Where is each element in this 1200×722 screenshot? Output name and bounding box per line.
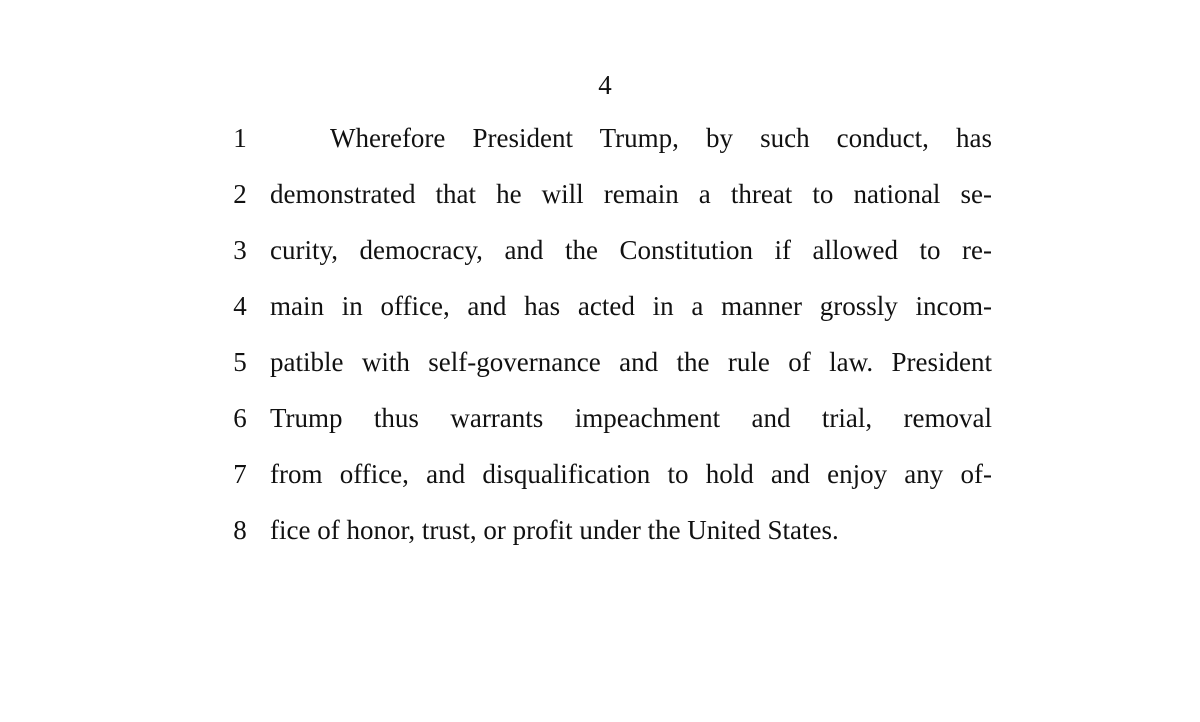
line-number: 8 (233, 515, 247, 545)
line-text: main in office, and has acted in a manner grossly incom- (270, 291, 992, 321)
text-line (0, 230, 1200, 286)
line-text: Wherefore President Trump, by such conduct, has (330, 123, 992, 153)
line-text: demonstrated that he will remain a threat to national se- (270, 179, 992, 209)
line-number: 2 (233, 179, 247, 209)
line-text: curity, democracy, and the Constitution if allowed to re- (270, 235, 992, 265)
line-number: 5 (233, 347, 247, 377)
line-text: Trump thus warrants impeachment and trial, removal (270, 403, 992, 433)
text-line (0, 174, 1200, 230)
line-text: fice of honor, trust, or profit under the United States. (270, 515, 839, 545)
line-number: 6 (233, 403, 247, 433)
line-number: 1 (233, 123, 247, 153)
line-number: 4 (233, 291, 247, 321)
line-number: 7 (233, 459, 247, 489)
text-line (0, 398, 1200, 454)
line-text: from office, and disqualification to hold and enjoy any of- (270, 459, 992, 489)
text-line (0, 454, 1200, 510)
text-line (0, 286, 1200, 342)
text-line (0, 510, 1200, 566)
text-line (0, 342, 1200, 398)
text-line (0, 118, 1200, 174)
page-number: 4 (598, 70, 612, 100)
line-text: patible with self-governance and the rule of law. President (270, 347, 992, 377)
line-number: 3 (233, 235, 247, 265)
numbered-text-block (0, 118, 1200, 566)
